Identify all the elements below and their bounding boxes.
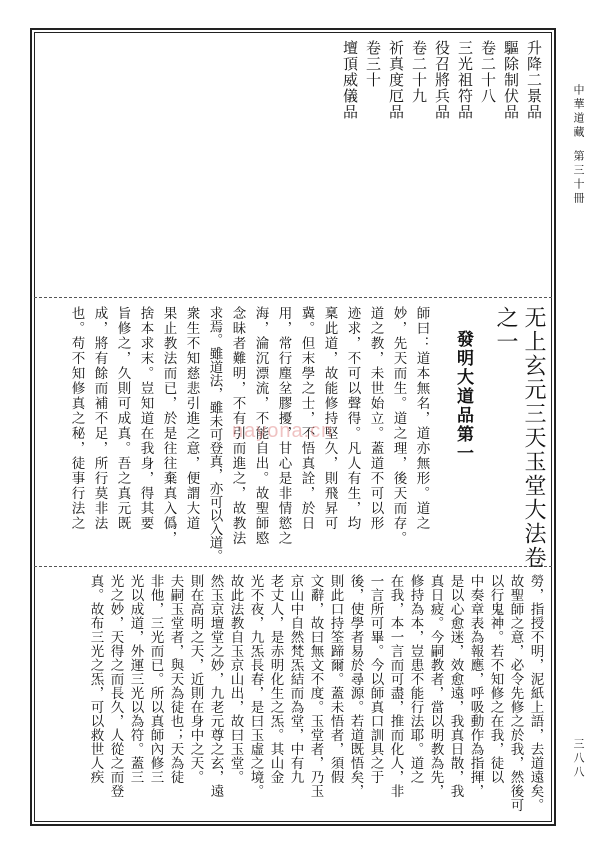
- text-column: 捨本求末。豈知道在我身，得其要: [137, 306, 154, 531]
- text-column: 光以成道，外運三光以為符。蓋三: [127, 574, 144, 784]
- text-column: 稟此道，故能修持堅久，則飛昇可: [321, 306, 338, 531]
- text-column: 非他，三光而已。所以真師內修三: [147, 574, 164, 784]
- text-column: 中奏章表為報應，呼吸動作為指揮，: [467, 574, 484, 798]
- toc-item: 卷三十: [364, 40, 382, 88]
- text-column: 勞，指授不明，泥紙上語，去道遠矣。: [527, 574, 544, 812]
- toc-item: 三光祖符品: [456, 40, 474, 120]
- chapter-heading: 發明大道品第一: [453, 330, 473, 463]
- text-column: 在我，本一言而可盡，推而化人，非: [387, 574, 404, 798]
- text-column: 修持為本，豈患不能行法耶。道之: [407, 574, 424, 784]
- text-column: 光之妙，天得之而長久，人從之而登: [107, 574, 124, 798]
- text-column: 老丈人，是赤明化生之炁。其山金: [267, 574, 284, 784]
- text-column: 道之教，未世始立。蓋道不可以形: [367, 306, 384, 531]
- text-column: 以行鬼神。若不知修之在我，徒以: [487, 574, 504, 784]
- scripture-title-cont: 之一: [493, 306, 518, 354]
- text-column: 則在高明之天，近則在身中之天。: [187, 574, 204, 784]
- text-column: 師曰：道本無名，道亦無形。道之: [413, 306, 430, 531]
- text-column: 念昧者難明，不有引而進之，故教法: [229, 306, 246, 546]
- text-column: 真日疲。今嗣教者，當以明教為先，: [427, 574, 444, 798]
- text-column: 成，將有餘而補不足，所行莫非法: [91, 306, 108, 531]
- section-divider-lower: [34, 566, 552, 567]
- text-column: 一言所可畢。今以師真口訓具之于: [367, 574, 384, 784]
- text-column: 故聖師之意，必令先修之於我，然後可: [507, 574, 524, 812]
- text-column: 迹求，不可以聲得。凡人有生，均: [344, 306, 361, 531]
- text-column: 文辭，故曰無文不度。玉堂者，乃玉: [307, 574, 324, 798]
- text-column: 冀。但末學之士，不悟真詮，於日: [298, 306, 315, 531]
- text-column: 光不夜，九炁長春，是曰玉虛之境。: [247, 574, 264, 798]
- watermark: nayona.cn: [232, 420, 334, 442]
- text-column: 求焉。雖道法，雖未可登真，亦可以入道。: [206, 306, 223, 563]
- toc-item: 升降二景品: [525, 40, 543, 120]
- text-column: 也。苟不知修真之秘，徒事行法之: [68, 306, 85, 531]
- running-header: 中華道藏: [572, 84, 585, 140]
- text-column: 衆生不知慈悲引進之意，便謂大道: [183, 306, 200, 531]
- text-column: 夫嗣玉堂者，與天為徒也；天為徒: [167, 574, 184, 784]
- toc-item: 卷二十九: [410, 40, 428, 104]
- text-column: 故此法教自玉京山出，故曰玉堂。: [227, 574, 244, 784]
- volume-label: 第三十冊: [572, 150, 585, 206]
- text-column: 則此口持筌蹄爾。蓋未悟者，須假: [327, 574, 344, 784]
- text-column: 是以心愈迷，效愈遠，我真日散，我: [447, 574, 464, 798]
- toc-item: 祈真度厄品: [387, 40, 405, 120]
- scripture-title: 无上玄元三天玉堂大法卷: [521, 306, 546, 570]
- toc-item: 役召將兵品: [433, 40, 451, 120]
- text-column: 後，使學者易於尋源。若道既悟矣，: [347, 574, 364, 798]
- page-number: 三八八: [572, 738, 585, 780]
- text-column: 用，常行塵坌膠擾，甘心是非情慾之: [275, 306, 292, 546]
- text-column: 京山中自然梵炁結而為堂，中有九: [287, 574, 304, 784]
- toc-item: 驅除制伏品: [502, 40, 520, 120]
- text-column: 妙，先天而生。道之理，後天而存。: [390, 306, 407, 546]
- text-column: 果止教法而已，於是往往棄真入僞，: [160, 306, 177, 546]
- text-column: 旨修之，久則可成真。吾之真元既: [114, 306, 131, 531]
- section-divider-upper: [34, 297, 552, 298]
- toc-item: 卷二十八: [479, 40, 497, 104]
- text-column: 然玉京壇堂之妙，九老元尊之玄，遠: [207, 574, 224, 798]
- text-column: 真。故布三光之炁，可以救世人疾: [87, 574, 104, 784]
- toc-item: 壇頂威儀品: [341, 40, 359, 120]
- text-column: 海，淪沉漂流，不能自出。故聖師愍: [252, 306, 269, 546]
